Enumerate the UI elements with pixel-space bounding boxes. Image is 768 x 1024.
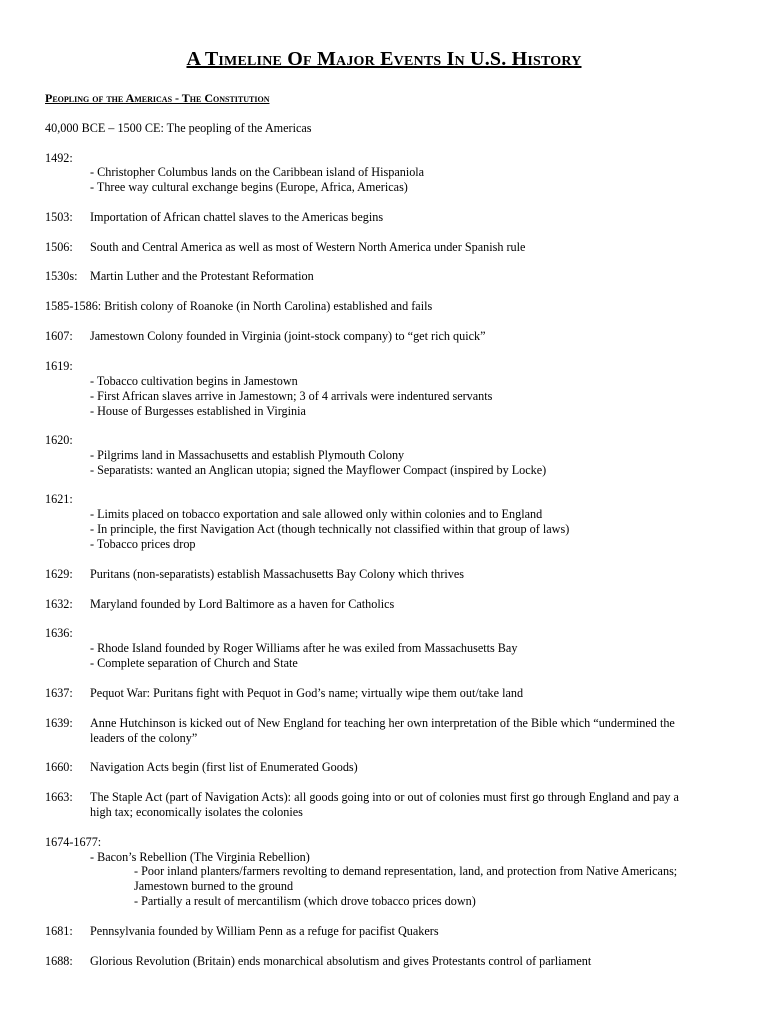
- entry-1506: South and Central America as well as most of Western North America under Spanish rule: [90, 240, 526, 254]
- entry-1619-a: - Tobacco cultivation begins in Jamestown: [90, 374, 298, 388]
- year-1636: 1636:: [45, 626, 73, 640]
- year-1492: 1492:: [45, 151, 73, 165]
- year-1629: 1629:: [45, 567, 73, 581]
- entry-1621-b: - In principle, the first Navigation Act (though technically not classified within that group of laws): [90, 522, 570, 536]
- entry-1619-c: - House of Burgesses established in Virginia: [90, 404, 306, 418]
- entry-1503: Importation of African chattel slaves to the Americas begins: [90, 210, 384, 224]
- entry-1663-b: high tax; economically isolates the colonies: [90, 805, 303, 819]
- year-1503: 1503:: [45, 210, 73, 224]
- entry-1639-a: Anne Hutchinson is kicked out of New England for teaching her own interpretation of the Bible which “undermined the: [90, 716, 675, 730]
- entry-1660: Navigation Acts begin (first list of Enumerated Goods): [90, 760, 358, 774]
- year-1607: 1607:: [45, 329, 73, 343]
- entry-1530s: Martin Luther and the Protestant Reformation: [90, 269, 314, 283]
- entry-1620-a: - Pilgrims land in Massachusetts and establish Plymouth Colony: [90, 448, 405, 462]
- entry-1674-c: Jamestown burned to the ground: [134, 879, 294, 893]
- entry-1621-c: - Tobacco prices drop: [90, 537, 196, 551]
- page-title: A Timeline Of Major Events In U.S. History: [186, 48, 582, 70]
- year-1688: 1688:: [45, 954, 73, 968]
- entry-1681: Pennsylvania founded by William Penn as a refuge for pacifist Quakers: [90, 924, 439, 938]
- year-1621: 1621:: [45, 492, 73, 506]
- entry-1629: Puritans (non-separatists) establish Massachusetts Bay Colony which thrives: [90, 567, 465, 581]
- entry-1639-b: leaders of the colony”: [90, 731, 198, 745]
- entry-1636-b: - Complete separation of Church and State: [90, 656, 298, 670]
- entry-1492-b: - Three way cultural exchange begins (Europe, Africa, Americas): [90, 180, 408, 194]
- entry-1663-a: The Staple Act (part of Navigation Acts): all goods going into or out of colonies must first go through England and pay a: [90, 790, 679, 804]
- year-1639: 1639:: [45, 716, 73, 730]
- entry-1674-d: - Partially a result of mercantilism (which drove tobacco prices down): [134, 894, 476, 908]
- entry-peopling: 40,000 BCE – 1500 CE: The peopling of the Americas: [45, 121, 312, 135]
- year-1632: 1632:: [45, 597, 73, 611]
- entry-1619-b: - First African slaves arrive in Jamestown; 3 of 4 arrivals were indentured servants: [90, 389, 493, 403]
- entry-1585: 1585-1586: British colony of Roanoke (in North Carolina) established and fails: [45, 299, 433, 313]
- year-1674: 1674-1677:: [45, 835, 102, 849]
- entry-1636-a: - Rhode Island founded by Roger Williams after he was exiled from Massachusetts Bay: [90, 641, 518, 655]
- year-1681: 1681:: [45, 924, 73, 938]
- year-1620: 1620:: [45, 433, 73, 447]
- year-1663: 1663:: [45, 790, 73, 804]
- entry-1688: Glorious Revolution (Britain) ends monarchical absolutism and gives Protestants control of parliament: [90, 954, 592, 968]
- year-1530s: 1530s:: [45, 269, 78, 283]
- entry-1632: Maryland founded by Lord Baltimore as a haven for Catholics: [90, 597, 395, 611]
- entry-1674-b: - Poor inland planters/farmers revolting to demand representation, land, and protection from Native Americans;: [134, 864, 678, 878]
- entry-1674-a: - Bacon’s Rebellion (The Virginia Rebellion): [90, 850, 310, 864]
- entry-1621-a: - Limits placed on tobacco exportation and sale allowed only within colonies and to England: [90, 507, 543, 521]
- year-1637: 1637:: [45, 686, 73, 700]
- entry-1620-b: - Separatists: wanted an Anglican utopia; signed the Mayflower Compact (inspired by Locke): [90, 463, 547, 477]
- entry-1492-a: - Christopher Columbus lands on the Caribbean island of Hispaniola: [90, 165, 425, 179]
- year-1506: 1506:: [45, 240, 73, 254]
- section-heading: Peopling of the Americas - The Constitution: [45, 91, 270, 105]
- year-1660: 1660:: [45, 760, 73, 774]
- entry-1607: Jamestown Colony founded in Virginia (joint-stock company) to “get rich quick”: [90, 329, 486, 343]
- entry-1637: Pequot War: Puritans fight with Pequot in God’s name; virtually wipe them out/take land: [90, 686, 524, 700]
- year-1619: 1619:: [45, 359, 73, 373]
